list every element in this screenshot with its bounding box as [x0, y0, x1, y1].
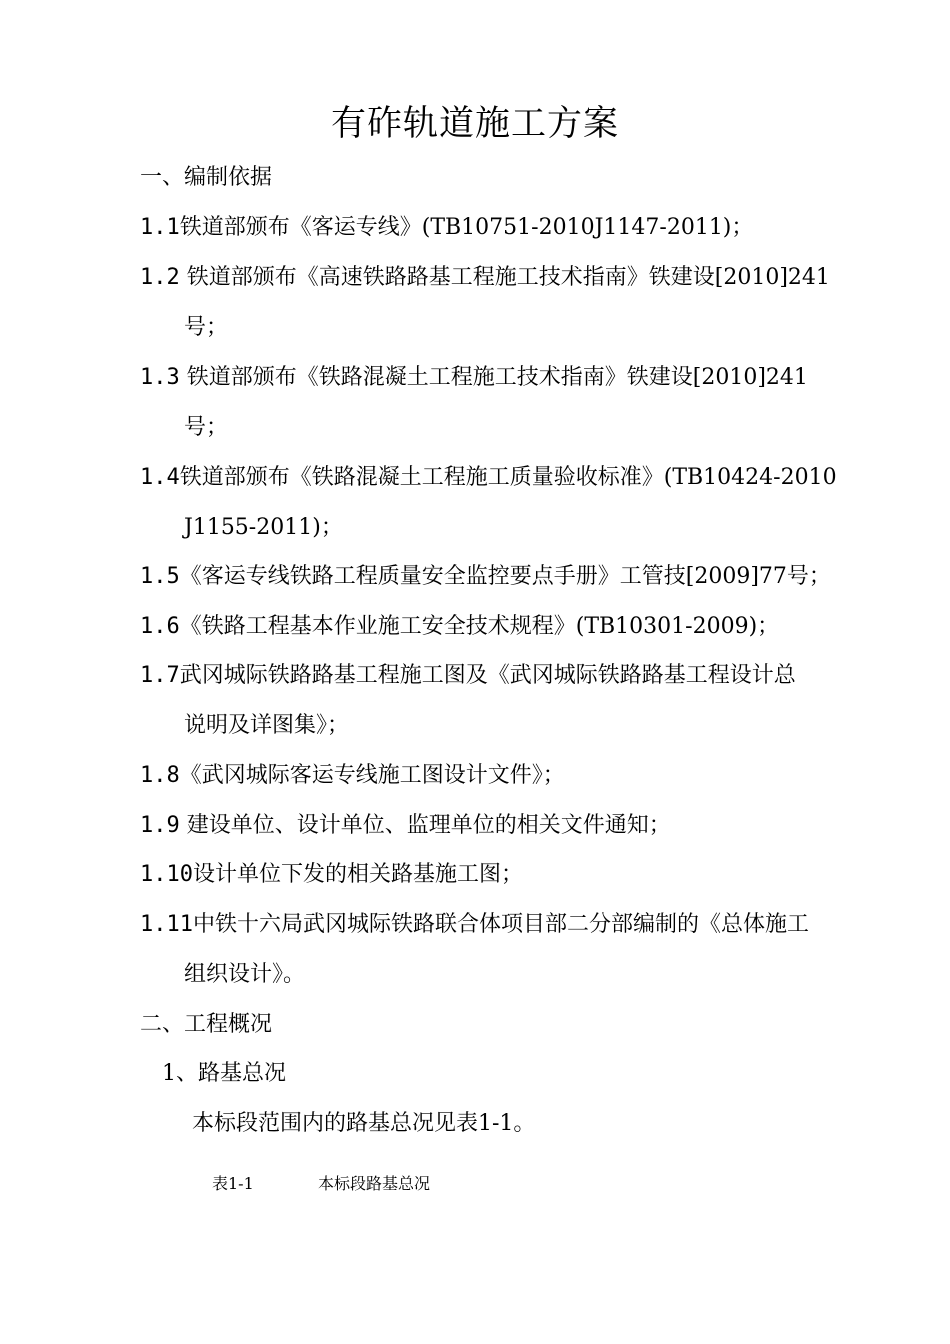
list-item	[140, 761, 565, 791]
item-text: 中铁十六局武冈城际铁路联合体项目部二分部编制的《总体施工	[192, 912, 809, 937]
item-text: 铁道部颁布《铁路混凝土工程施工技术指南》铁建设[2010]241	[186, 365, 808, 390]
item-number: 1.6	[140, 614, 180, 639]
list-item	[140, 860, 523, 890]
item-continuation: 组织设计》。	[184, 962, 306, 987]
item-number: 1.9	[140, 813, 180, 838]
list-item	[140, 661, 796, 691]
subsection-heading: 1、路基总况	[162, 1061, 286, 1086]
item-text: 《客运专线铁路工程质量安全监控要点手册》工管技[2009]77号；	[179, 564, 831, 589]
item-number: 1.2	[140, 265, 180, 290]
table-caption-label: 表1-1	[212, 1174, 254, 1193]
document-title: 有砟轨道施工方案	[330, 104, 619, 144]
item-text: 武冈城际铁路路基工程施工图及《武冈城际铁路路基工程设计总	[179, 663, 796, 688]
item-continuation: 号；	[184, 315, 229, 340]
item-text: 铁道部颁布《高速铁路路基工程施工技术指南》铁建设[2010]241	[186, 265, 830, 290]
item-continuation: J1155-2011)；	[184, 515, 343, 540]
body-paragraph: 本标段范围内的路基总况见表1-1。	[192, 1111, 536, 1136]
list-item	[140, 363, 808, 393]
item-text: 设计单位下发的相关路基施工图；	[192, 862, 523, 887]
item-number: 1.4	[140, 465, 180, 490]
item-text: 建设单位、设计单位、监理单位的相关文件通知；	[186, 813, 671, 838]
item-number: 1.7	[140, 663, 180, 688]
list-item	[140, 263, 830, 293]
item-text: 《武冈城际客运专线施工图设计文件》；	[179, 763, 565, 788]
item-text: 铁道部颁布《客运专线》(TB10751-2010J1147-2011)；	[179, 215, 754, 240]
item-continuation: 号；	[184, 415, 229, 440]
item-number: 1.5	[140, 564, 180, 589]
item-text: 铁道部颁布《铁路混凝土工程施工质量验收标准》(TB10424-2010	[179, 465, 837, 490]
list-item	[140, 612, 779, 642]
item-continuation: 说明及详图集》；	[184, 713, 350, 738]
item-number: 1.1	[140, 215, 180, 240]
item-number: 1.3	[140, 365, 180, 390]
list-item	[140, 910, 809, 940]
list-item	[140, 811, 671, 841]
item-number: 1.11	[140, 912, 193, 937]
list-item	[140, 463, 837, 493]
list-item	[140, 562, 831, 592]
table-caption-title: 本标段路基总况	[318, 1174, 431, 1193]
item-number: 1.10	[140, 862, 193, 887]
section1-heading: 一、编制依据	[140, 165, 273, 190]
item-number: 1.8	[140, 763, 180, 788]
section2-heading: 二、工程概况	[140, 1012, 273, 1037]
list-item	[140, 213, 753, 243]
item-text: 《铁路工程基本作业施工安全技术规程》(TB10301-2009)；	[179, 614, 780, 639]
